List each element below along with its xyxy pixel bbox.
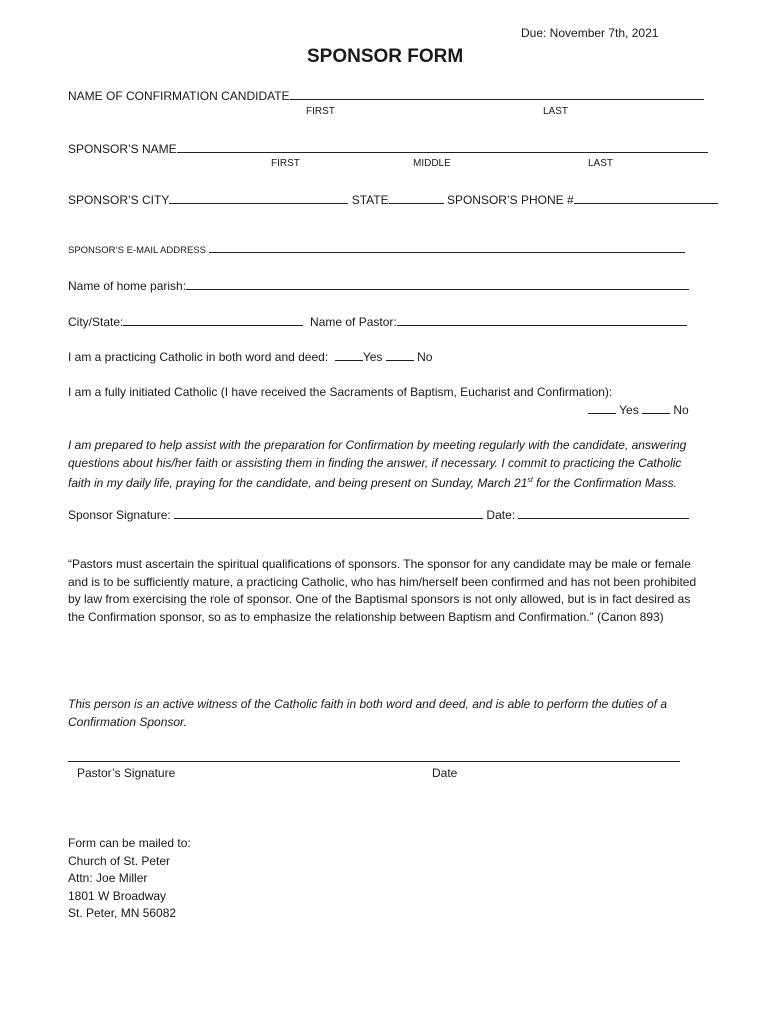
state-line[interactable] [389, 192, 444, 204]
mailing-line-2: Church of St. Peter [68, 853, 171, 868]
initiated-yes-line[interactable] [588, 402, 616, 414]
commitment-paragraph [68, 437, 704, 493]
mailing-address [68, 835, 191, 923]
parish-row [68, 278, 689, 293]
parish-line[interactable] [186, 278, 689, 290]
mailing-line-5: St. Peter, MN 56082 [68, 906, 177, 920]
sponsor-city-label: SPONSOR’S CITY [68, 193, 170, 207]
initiated-question: I am a fully initiated Catholic (I have received the Sacraments of Baptism, Eucharist and Confirmation): [68, 385, 613, 399]
initiated-yes-label: Yes [619, 403, 639, 417]
candidate-name-line[interactable] [290, 88, 704, 100]
pastor-signature-line[interactable] [68, 761, 680, 762]
practicing-no-line[interactable] [386, 349, 414, 361]
mailing-line-3: Attn: Joe Miller [68, 871, 148, 885]
pastor-date-label: Date [432, 766, 458, 780]
practicing-no-label: No [417, 350, 433, 364]
practicing-question: I am a practicing Catholic in both word and deed: [68, 350, 329, 364]
commitment-sup: st [527, 477, 533, 484]
practicing-yes-label: Yes [362, 350, 383, 364]
commitment-text-end: for the Confirmation Mass. [532, 476, 677, 490]
pastor-name-line[interactable] [397, 314, 687, 326]
candidate-first-caption: FIRST [306, 106, 335, 117]
sponsor-date-label: Date: [486, 508, 516, 522]
sponsor-signature-label: Sponsor Signature: [68, 508, 171, 522]
initiated-no-label: No [673, 403, 689, 417]
commitment-text: I am prepared to help assist with the preparation for Confirmation by meeting regularly with the candidate, answering questions about his/her faith or assisting them in finding the answer, if necessary. I commit to practicing the Catholic faith in my daily life, praying for the candidate, and being present on Sunday, March 21 [68, 438, 687, 490]
mailing-line-4: 1801 W Broadway [68, 888, 167, 903]
practicing-yes-line[interactable] [335, 349, 363, 361]
email-line[interactable] [209, 243, 685, 253]
mailing-line-1: Form can be mailed to: [68, 836, 191, 850]
email-label: SPONSOR’S E-MAIL ADDRESS [68, 245, 206, 256]
pastor-signature-label: Pastor’s Signature [77, 766, 176, 780]
initiated-answers [588, 402, 689, 417]
sponsor-name-label: SPONSOR’S NAME [68, 142, 177, 156]
initiated-no-line[interactable] [642, 402, 670, 414]
sponsor-middle-caption: MIDDLE [413, 158, 451, 169]
form-title: SPONSOR FORM [307, 46, 464, 67]
parish-city-pastor-row [68, 314, 687, 329]
sponsor-name-row [68, 141, 708, 156]
phone-label: SPONSOR’S PHONE # [446, 193, 574, 207]
candidate-label: NAME OF CONFIRMATION CANDIDATE [68, 89, 290, 103]
phone-line[interactable] [574, 192, 718, 204]
state-label: STATE [351, 193, 389, 207]
email-row [68, 243, 685, 256]
city-state-line[interactable] [123, 314, 303, 326]
canon-quote: “Pastors must ascertain the spiritual qualifications of sponsors. The sponsor for any candidate may be male or female and is to be sufficiently mature, a practicing Catholic, who has him/herself been confirmed and has not been prohibited by law from exercising the role of sponsor. One of the Baptismal sponsors is not only allowed, but is in fact desired as the Confirmation sponsor, so as to emphasize the relationship between Baptism and Confirmation.” (Canon 893) [68, 557, 697, 624]
city-state-phone-row [68, 192, 718, 207]
due-date: Due: November 7th, 2021 [521, 26, 659, 40]
sponsor-name-line[interactable] [177, 141, 708, 153]
city-state-label: City/State: [68, 315, 124, 329]
practicing-row [68, 349, 432, 364]
witness-statement: This person is an active witness of the Catholic faith in both word and deed, and is able to perform the duties of a Confirmation Sponsor. [68, 697, 668, 729]
sponsor-city-line[interactable] [169, 192, 348, 204]
candidate-last-caption: LAST [543, 106, 569, 117]
sponsor-last-caption: LAST [588, 158, 614, 169]
sponsor-date-line[interactable] [518, 507, 689, 519]
candidate-row [68, 88, 704, 103]
sponsor-signature-line[interactable] [174, 507, 483, 519]
sponsor-first-caption: FIRST [271, 158, 300, 169]
pastor-name-label: Name of Pastor: [310, 315, 397, 329]
parish-label: Name of home parish: [68, 279, 187, 293]
sponsor-signature-row [68, 507, 689, 522]
